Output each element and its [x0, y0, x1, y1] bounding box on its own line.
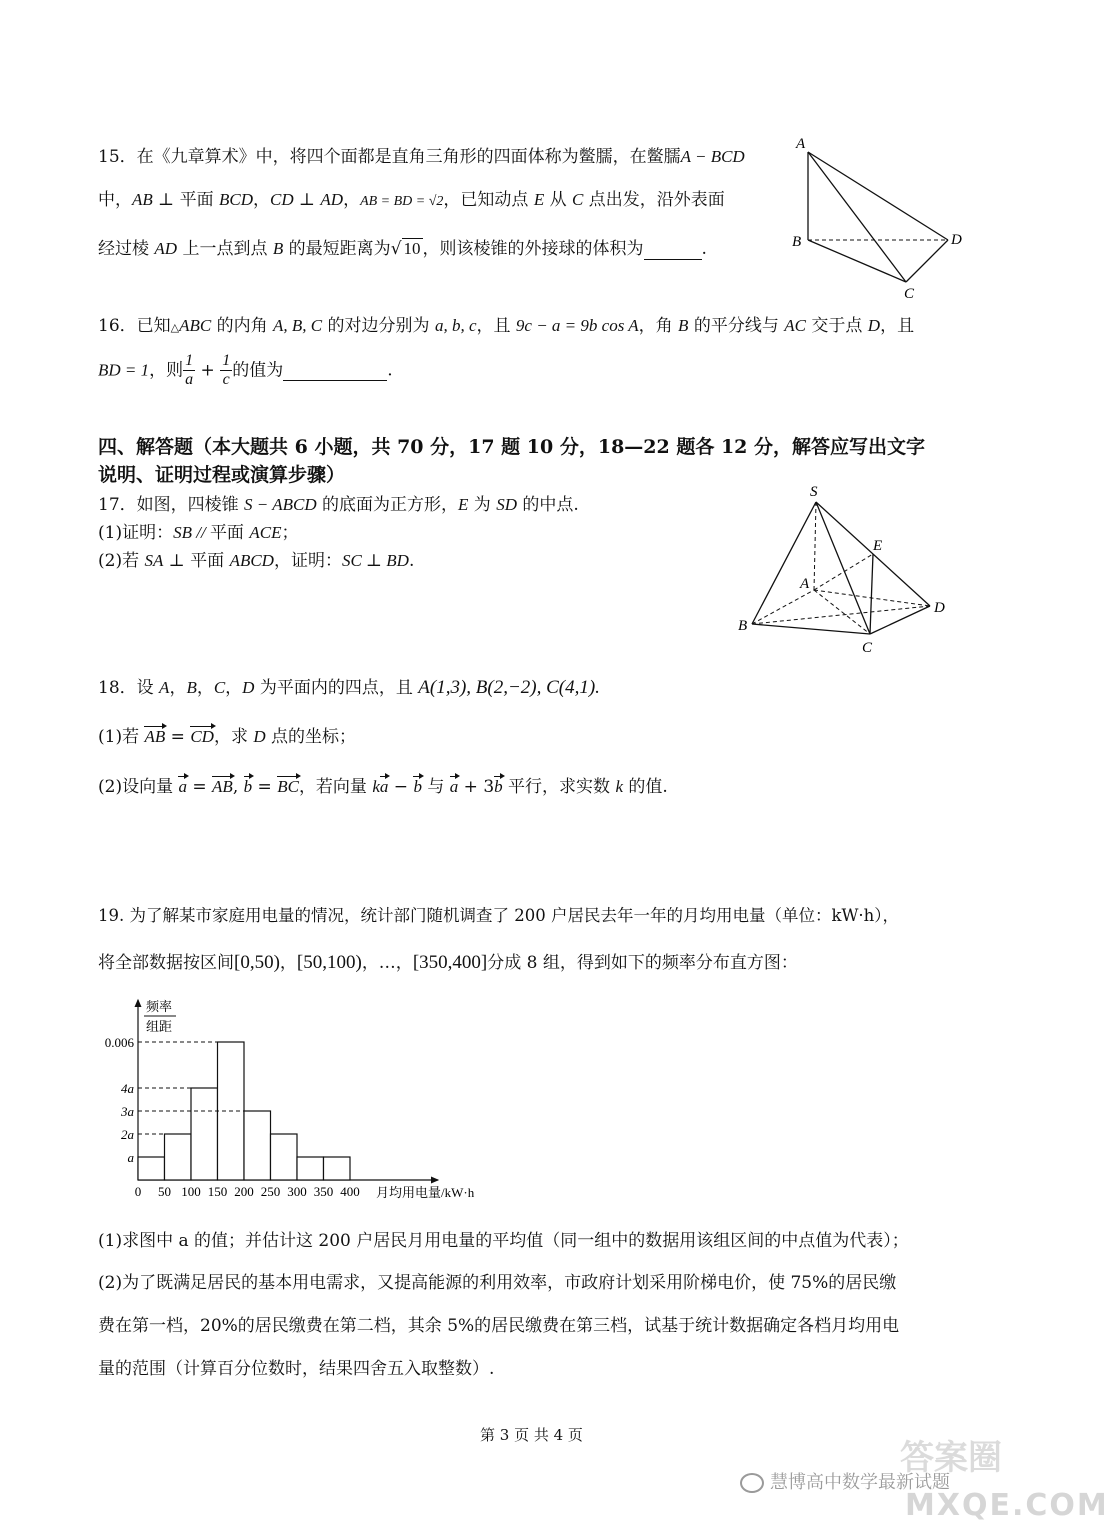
q17-line3: (2)若 SA ⊥ 平面 ABCD，证明：SC ⊥ BD.: [98, 551, 415, 571]
q18-line2: (1)若 AB = CD，求 D 点的坐标；: [98, 727, 357, 747]
watermark-site: MXQE.COM: [905, 1488, 1109, 1523]
q17-label-S: S: [810, 484, 818, 500]
histogram-bar-0: [138, 1157, 165, 1180]
y-label-bottom: 组距: [146, 1019, 173, 1034]
x-tick-label-4: 200: [234, 1184, 254, 1199]
q19-part1: (1)求图中 a 的值；并估计这 200 户居民月用电量的平均值（同一组中的数据用该组区间的中点值为代表）；: [98, 1231, 909, 1251]
q15-label-B: B: [792, 234, 802, 250]
y-tick-label-0: a: [127, 1150, 134, 1165]
q17-figure: [730, 480, 960, 658]
x-label: 月均用电量/kW·h: [376, 1185, 475, 1200]
histogram-bar-1: [165, 1134, 192, 1180]
q18-line3: (2)设向量 a = AB, b = BC，若向量 ka − b 与 a + 3b 平行，求实数 k 的值.: [98, 777, 668, 797]
q17-label-B: B: [738, 618, 748, 634]
q17-label-C: C: [862, 640, 873, 656]
y-tick-label-1: 2a: [121, 1127, 134, 1142]
y-tick-label-2: 3a: [121, 1104, 134, 1119]
q19-part2-line1: (2)为了既满足居民的基本用电需求，又提高能源的利用效率，市政府计划采用阶梯电价，使 75%的居民缴: [98, 1273, 897, 1293]
wechat-icon: [740, 1473, 764, 1493]
q17-line2: (1)证明：SB // 平面 ACE；: [98, 523, 299, 543]
q16-answer-blank[interactable]: [283, 360, 387, 381]
histogram-bar-2: [191, 1088, 218, 1180]
q15-figure: [786, 132, 976, 304]
q17-line1: 17．如图，四棱锥 S − ABCD 的底面为正方形，E 为 SD 的中点.: [98, 495, 579, 515]
q15-label-D: D: [951, 232, 962, 248]
watermark-logo: 答案圈: [900, 1438, 1002, 1478]
page-footer: 第 3 页 共 4 页: [480, 1426, 583, 1444]
x-tick-label-3: 150: [207, 1184, 228, 1199]
q19-line2: 将全部数据按区间[0,50)，[50,100)，…，[350,400]分成 8 组，得到如下的频率分布直方图：: [98, 952, 798, 973]
q16-line2: BD = 1，则 $\frac{1}{a}$ + $\frac{1}{c}$ 的值为 .: [98, 352, 393, 388]
q17-label-A: A: [800, 576, 810, 592]
section-heading-line2: 说明、证明过程或演算步骤）: [98, 464, 346, 486]
x-tick-label-5: 250: [260, 1184, 281, 1199]
histogram-bar-5: [271, 1134, 298, 1180]
watermark-account: 慧博高中数学最新试题: [740, 1468, 950, 1494]
q19-part2-line2: 费在第一档，20%的居民缴费在第二档，其余 5%的居民缴费在第三档，试基于统计数据确定各档月均用电: [98, 1316, 900, 1336]
q19-part2-line3: 量的范围（计算百分位数时，结果四舍五入取整数）.: [98, 1359, 495, 1379]
q15-answer-blank[interactable]: [644, 239, 702, 260]
y-label-top: 频率: [146, 999, 173, 1014]
q16-line1: 16．已知△ABC 的内角 A, B, C 的对边分别为 a, b, c，且 9c − a = 9b cos A，角 B 的平分线与 AC 交于点 D，且: [98, 316, 915, 336]
x-tick-label-7: 350: [313, 1184, 334, 1199]
q17-label-D: D: [934, 600, 945, 616]
q15-label-C: C: [904, 286, 915, 302]
q18-line1: 18．设 A，B，C，D 为平面内的四点，且 A(1,3), B(2,−2), C(4,1).: [98, 677, 600, 698]
y-tick-label-3: 4a: [121, 1081, 134, 1096]
x-tick-label-8: 400: [340, 1184, 360, 1199]
q15-line2: 中，AB ⊥ 平面 BCD，CD ⊥ AD，AB = BD = √2，已知动点 E 从 C 点出发，沿外表面: [98, 190, 725, 210]
histogram-bar-4: [244, 1111, 271, 1180]
x-tick-label-2: 100: [181, 1184, 201, 1199]
x-tick-label-6: 300: [287, 1184, 307, 1199]
section-heading-line1: 四、解答题（本大题共 6 小题，共 70 分，17 题 10 分，18—22 题各 12 分，解答应写出文字: [98, 436, 926, 458]
histogram-bar-7: [324, 1157, 351, 1180]
histogram-bar-6: [297, 1157, 324, 1180]
q19-line1: 19. 为了解某市家庭用电量的情况，统计部门随机调查了 200 户居民去年一年的月均用电量（单位：kW·h），: [98, 906, 900, 925]
q15-line1: 15．在《九章算术》中，将四个面都是直角三角形的四面体称为鳖臑，在鳖臑A − BCD: [98, 147, 745, 167]
x-tick-label-0: 0: [134, 1184, 142, 1199]
q17-label-E: E: [873, 538, 883, 554]
q15-line3: 经过棱 AD 上一点到点 B 的最短距离为√ 10 ，则该棱锥的外接球的体积为 .: [98, 239, 707, 259]
histogram: [90, 995, 510, 1205]
x-tick-label-1: 50: [158, 1184, 171, 1199]
q15-label-A: A: [796, 136, 806, 152]
y-tick-label-4: 0.006: [104, 1035, 134, 1050]
